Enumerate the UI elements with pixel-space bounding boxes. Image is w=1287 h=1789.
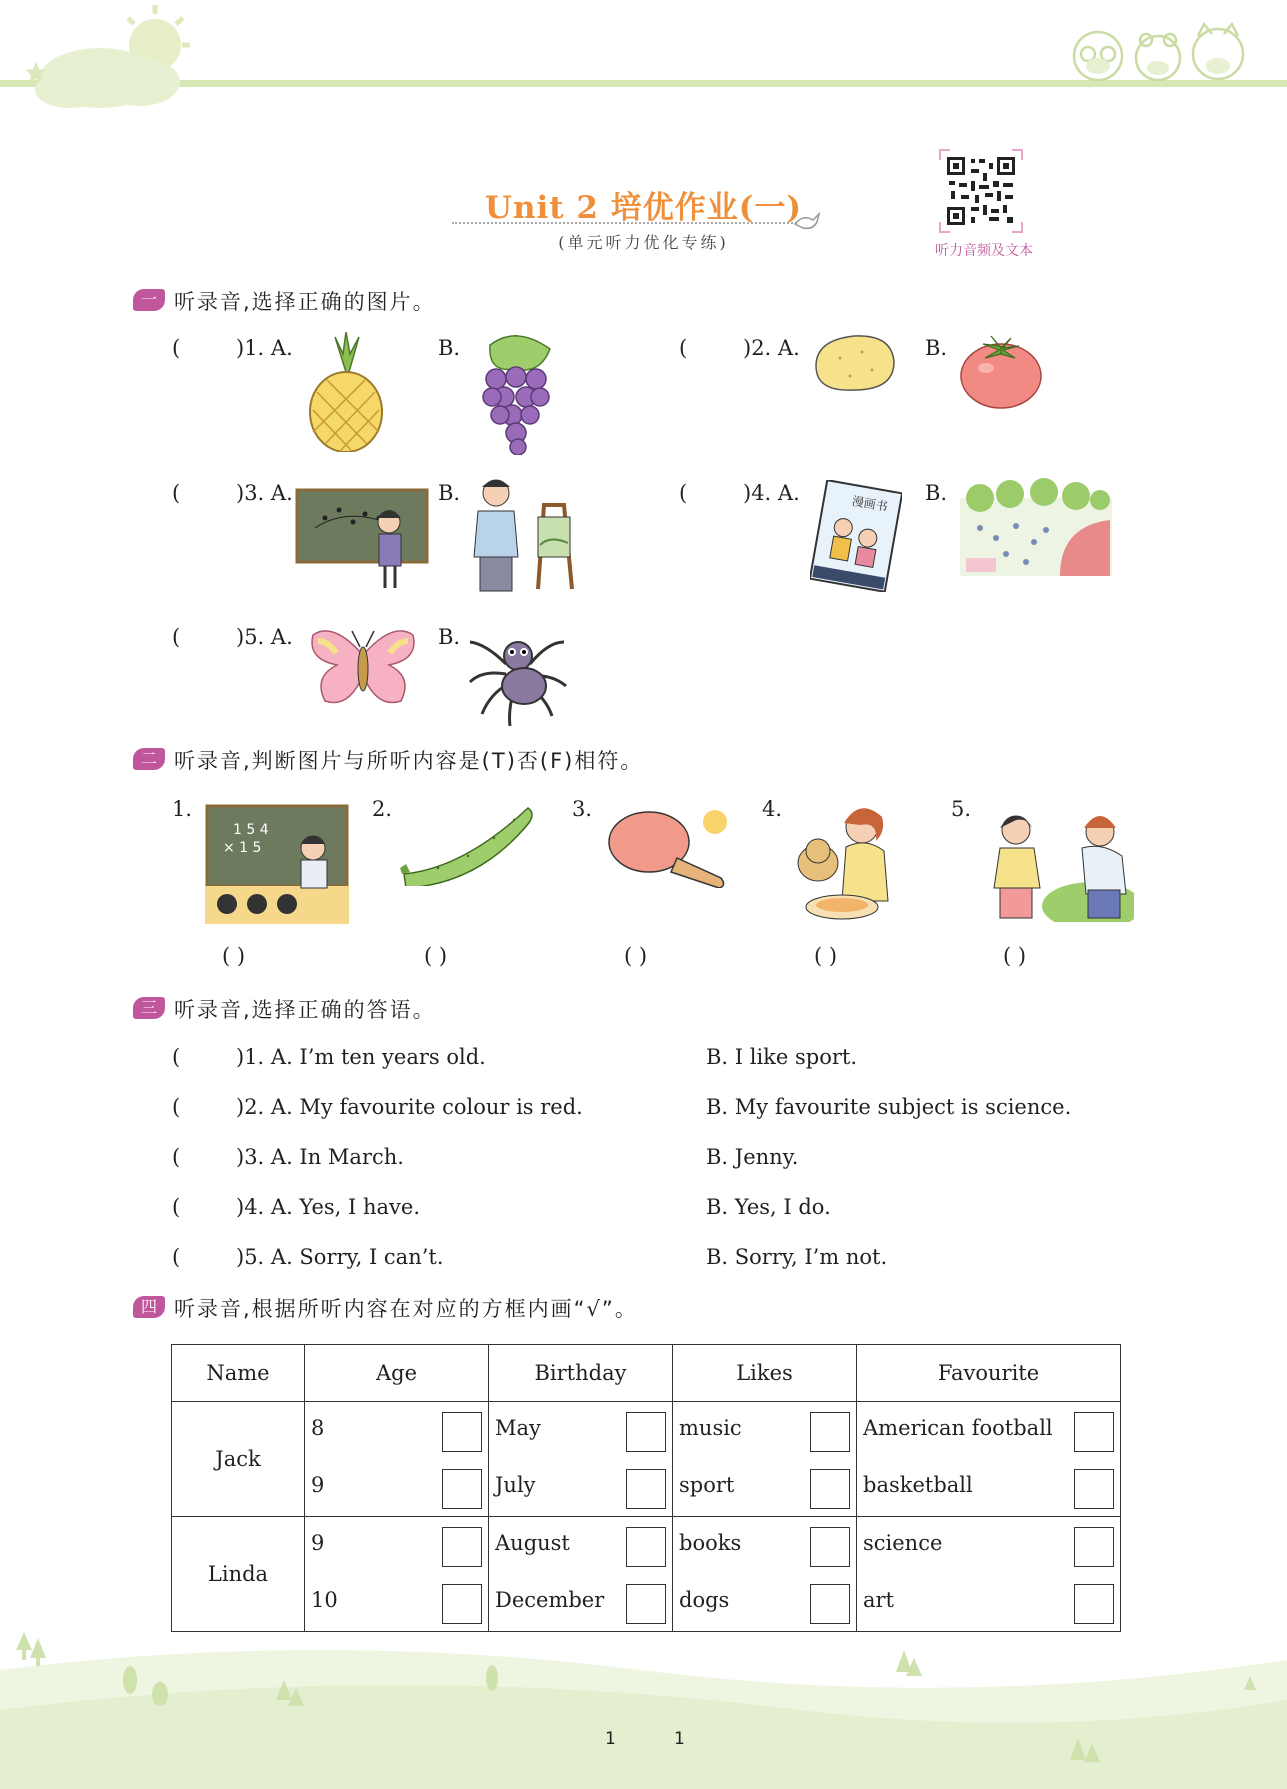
checkbox[interactable] [442,1527,482,1567]
option-label: sport [679,1473,735,1497]
section-4-badge: 四 [133,1296,165,1318]
s3-item-4-a: )4. A. Yes, I have. [236,1195,420,1219]
option-label: basketball [863,1473,973,1497]
section-3-title: 听录音,选择正确的答语。 [174,998,436,1022]
animal-faces-decoration [1058,22,1258,84]
option-label: May [495,1416,541,1440]
comic-book-icon [810,480,902,592]
comic-book-label: 漫画书 [850,493,889,514]
paren-open: ( [172,1095,181,1119]
checkbox[interactable] [626,1527,666,1567]
option-label: 10 [311,1588,338,1612]
option-label: science [863,1531,943,1555]
name-cell: Linda [172,1517,305,1632]
header-likes: Likes [673,1345,857,1402]
paren-open: ( [172,625,181,649]
s1-item-1-num: )1. A. [236,336,293,360]
header-name: Name [172,1345,305,1402]
s1-item-5-num: )5. A. [236,625,293,649]
checkbox[interactable] [1074,1527,1114,1567]
section-3-badge: 三 [133,997,165,1019]
section-4-title: 听录音,根据所听内容在对应的方框内画“√”。 [174,1297,638,1321]
qr-frame [938,148,1024,234]
butterfly-icon [308,625,418,711]
s3-item-4-b: B. Yes, I do. [706,1195,831,1219]
s3-item-1-a: )1. A. I’m ten years old. [236,1045,486,1069]
table-row [172,1402,1121,1517]
paren-open: ( [172,481,181,505]
age-cell [305,1517,489,1632]
checkbox[interactable] [810,1527,850,1567]
s1-item-4-b: B. [925,481,948,505]
s1-item-1-b: B. [438,336,461,360]
s1-item-5-b: B. [438,625,461,649]
checkbox[interactable] [626,1584,666,1624]
s3-item-5-a: )5. A. Sorry, I can’t. [236,1245,444,1269]
option-label: August [495,1531,570,1555]
checkbox[interactable] [1074,1584,1114,1624]
name-cell: Jack [172,1402,305,1517]
section-2-badge: 二 [133,748,165,770]
s1-item-3-num: )3. A. [236,481,293,505]
section-2-title: 听录音,判断图片与所听内容是(T)否(F)相符。 [174,749,644,773]
option-label: American football [863,1416,1053,1440]
checkbox[interactable] [442,1412,482,1452]
section-1-badge: 一 [133,289,165,311]
option-label: 9 [311,1531,325,1555]
checkbox[interactable] [1074,1469,1114,1509]
pineapple-icon [305,332,387,452]
girl-and-grandma-icon [982,806,1134,922]
info-table [171,1344,1121,1632]
woman-with-dog-icon [792,803,902,925]
table-header-row [172,1345,1121,1402]
likes-cell [673,1402,857,1517]
sun-cloud-decoration [0,0,220,115]
checkbox[interactable] [810,1469,850,1509]
page-number-right: 1 [674,1729,685,1749]
s2-answer-3[interactable]: ( ) [624,944,648,968]
page-subtitle: (单元听力优化专练) [558,233,729,252]
birthday-cell [489,1402,673,1517]
s3-item-2-a: )2. A. My favourite colour is red. [236,1095,583,1119]
header-age: Age [305,1345,489,1402]
s3-item-3-a: )3. A. In March. [236,1145,404,1169]
paren-open: ( [172,1045,181,1069]
paren-open: ( [679,336,688,360]
s2-num-4: 4. [762,797,783,821]
checkbox[interactable] [1074,1412,1114,1452]
maths-teacher-icon [205,804,349,924]
hills-decoration [0,1630,1287,1789]
music-teacher-icon [295,488,429,593]
ping-pong-paddle-icon [607,806,743,888]
table-row [172,1517,1121,1632]
age-cell [305,1402,489,1517]
option-label: 8 [311,1416,325,1440]
option-label: books [679,1531,742,1555]
qr-label: 听力音频及文本 [935,243,1033,259]
s2-num-5: 5. [951,797,972,821]
option-label: music [679,1416,742,1440]
s1-item-3-b: B. [438,481,461,505]
s2-answer-2[interactable]: ( ) [424,944,448,968]
tomato-icon [958,332,1044,410]
favourite-cell [857,1402,1121,1517]
s3-item-1-b: B. I like sport. [706,1045,858,1069]
cucumber-icon [398,802,534,886]
checkbox[interactable] [810,1412,850,1452]
checkbox[interactable] [626,1469,666,1509]
page-number-left: 1 [605,1729,616,1749]
option-label: December [495,1588,605,1612]
s1-item-2-b: B. [925,336,948,360]
option-label: 9 [311,1473,325,1497]
s3-item-5-b: B. Sorry, I’m not. [706,1245,888,1269]
grapes-icon [470,335,562,455]
s2-answer-4[interactable]: ( ) [814,944,838,968]
likes-cell [673,1517,857,1632]
header-birthday: Birthday [489,1345,673,1402]
board-text: 1 5 4 [233,822,269,838]
page-title: Unit 2 培优作业(一) [484,190,803,226]
birthday-cell [489,1517,673,1632]
checkbox[interactable] [442,1469,482,1509]
s2-num-2: 2. [372,797,393,821]
section-1-title: 听录音,选择正确的图片。 [174,290,436,314]
option-label: July [495,1473,536,1497]
s1-item-2-num: )2. A. [743,336,800,360]
potato-icon [810,332,896,394]
s2-num-1: 1. [172,797,193,821]
paren-open: ( [172,1245,181,1269]
s3-item-3-b: B. Jenny. [706,1145,799,1169]
spider-icon [466,620,570,728]
header-favourite: Favourite [857,1345,1121,1402]
page-title-wrap [0,182,1287,227]
title-underline [452,222,797,224]
paren-open: ( [172,1195,181,1219]
board-text: × 1 5 [223,840,262,856]
paren-open: ( [172,1145,181,1169]
bird-icon [793,210,823,232]
paren-open: ( [679,481,688,505]
s2-num-3: 3. [572,797,593,821]
s1-item-4-num: )4. A. [743,481,800,505]
checkbox[interactable] [626,1412,666,1452]
s2-answer-5[interactable]: ( ) [1003,944,1027,968]
playground-icon [960,478,1112,578]
favourite-cell [857,1517,1121,1632]
painter-icon [468,475,580,593]
option-label: dogs [679,1588,730,1612]
s3-item-2-b: B. My favourite subject is science. [706,1095,1072,1119]
checkbox[interactable] [810,1584,850,1624]
s2-answer-1[interactable]: ( ) [222,944,246,968]
paren-open: ( [172,336,181,360]
checkbox[interactable] [442,1584,482,1624]
option-label: art [863,1588,894,1612]
